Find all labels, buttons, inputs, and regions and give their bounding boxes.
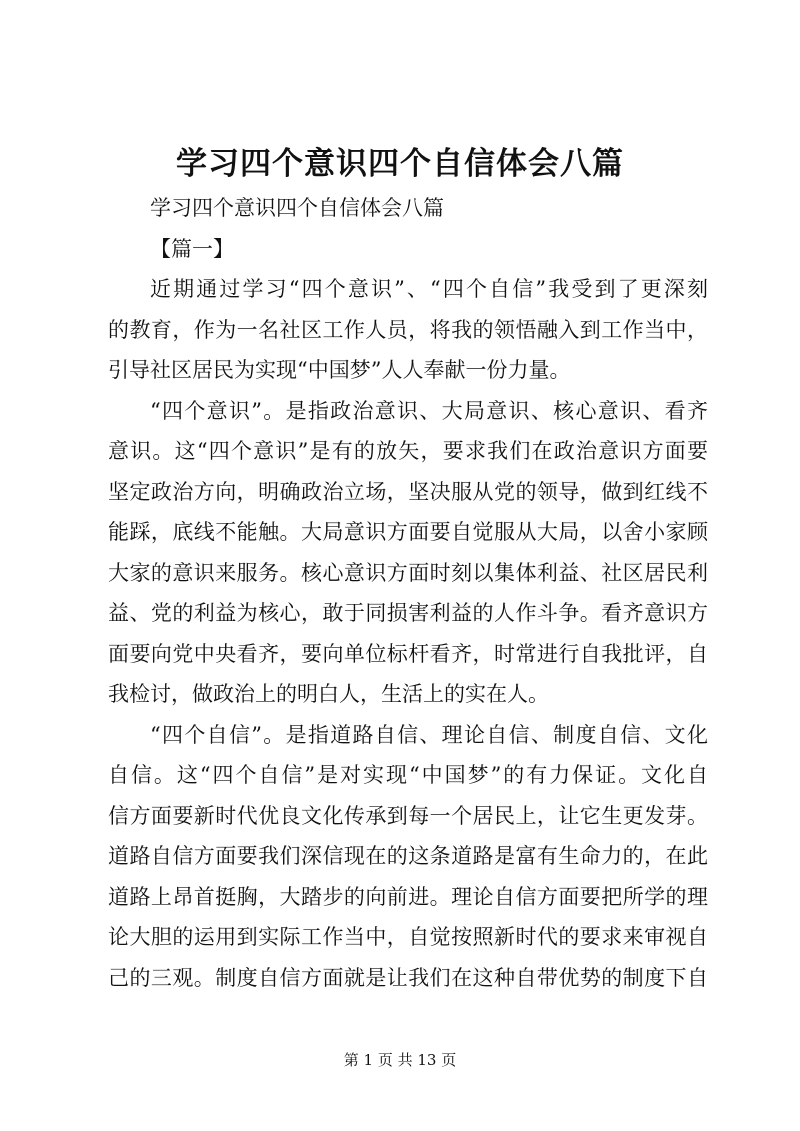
text-line: 坚定政治方向，明确政治立场，坚决服从党的领导，做到红线不 [108, 479, 708, 504]
text-line: “四个意识”。是指政治意识、大局意识、核心意识、看齐 [150, 398, 708, 423]
page-footer: 第 1 页 共 13 页 [343, 1051, 457, 1069]
text-line: 引导社区居民为实现“中国梦”人人奉献一份力量。 [108, 358, 571, 382]
text-line: 我检讨，做政治上的明白人，生活上的实在人。 [108, 682, 549, 706]
document-title: 学习四个意识四个自信体会八篇 [176, 146, 624, 182]
text-line: 益、党的利益为核心，敢于同损害利益的人作斗争。看齐意识方 [108, 601, 708, 625]
text-line: “四个自信”。是指道路自信、理论自信、制度自信、文化 [150, 722, 708, 747]
text-line: 论大胆的运用到实际工作当中，自觉按照新时代的要求来审视自 [108, 925, 708, 949]
text-line: 道路自信方面要我们深信现在的这条道路是富有生命力的，在此 [108, 844, 708, 868]
text-line: 道路上昂首挺胸，大踏步的向前进。理论自信方面要把所学的理 [108, 884, 708, 909]
document-body [108, 188, 708, 998]
text-line: 学习四个意识四个自信体会八篇 [150, 196, 444, 220]
text-line: 己的三观。制度自信方面就是让我们在这种自带优势的制度下自 [108, 965, 708, 990]
text-line: 面要向党中央看齐，要向单位标杆看齐，时常进行自我批评，自 [108, 641, 708, 666]
text-line: 【篇一】 [150, 236, 234, 261]
text-line: 能踩，底线不能触。大局意识方面要自觉服从大局，以舍小家顾 [108, 520, 708, 544]
text-line: 近期通过学习“四个意识”、“四个自信”我受到了更深刻 [150, 277, 708, 301]
text-line: 大家的意识来服务。核心意识方面时刻以集体利益、社区居民利 [108, 560, 708, 585]
text-line: 信方面要新时代优良文化传承到每一个居民上，让它生更发芽。 [108, 803, 708, 828]
text-line: 自信。这“四个自信”是对实现“中国梦”的有力保证。文化自 [108, 763, 708, 787]
text-line: 的教育，作为一名社区工作人员，将我的领悟融入到工作当中， [108, 317, 708, 342]
text-line: 意识。这“四个意识”是有的放矢，要求我们在政治意识方面要 [108, 439, 708, 463]
